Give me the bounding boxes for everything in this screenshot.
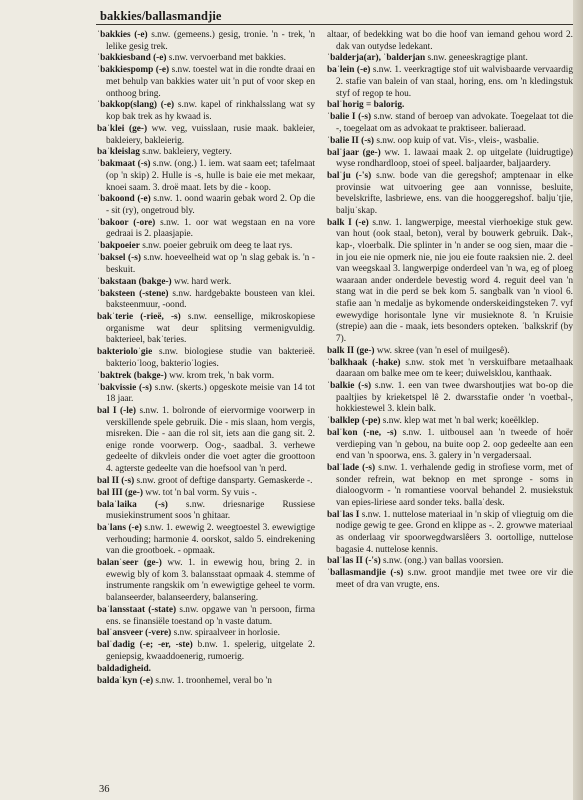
- dictionary-entry: [327, 53, 573, 65]
- dictionary-entry: [97, 159, 315, 194]
- dictionary-entry: [327, 65, 573, 100]
- dictionary-entry: [97, 371, 315, 383]
- entry-definition: s.nw. vervoerband met bakkies.: [166, 53, 286, 64]
- dictionary-entry: [97, 65, 315, 100]
- entry-definition: s.nw. hardgebakte bousteen van klei. baksteenmuur, -oond.: [106, 288, 315, 311]
- entry-headword: bal III (ge-): [97, 487, 143, 498]
- dictionary-entry: [97, 124, 315, 147]
- entry-definition: s.nw. 1. uitbousel aan 'n tweede of hoër verdieping van 'n gebou, na buite oop 2. oop gedeelte aan een end van 'n spoorwa, ens. 3. galery in 'n vergadersaal.: [336, 428, 573, 462]
- entry-definition: s.nw. 1. bolronde of eiervormige voorwerp in verskillende spele gebruik. Die - mis slaan, hom vergis, misreken. Die - aan die rol sit, iets aan die gang sit. 2. enige ronde voorwerp. Oog-, saadbal. 3. verhewe gedeelte of dikvleis onder die voet agter die groottoon 4. agterste gedeelte van die hoefsool van 'n perd.: [106, 406, 315, 475]
- entry-definition: s.nw. stand of beroep van advokate. Toegelaat tot die -, toegelaat om as advokaat te praktiseer. balieraad.: [336, 112, 573, 134]
- entry-definition: s.nw. (gemeens.) gesig, tronie. 'n - trek, 'n lelike gesig trek.: [106, 30, 315, 52]
- entry-headword: balˈkon (-ne, -s): [327, 428, 397, 439]
- entry-definition: s.nw. kapel of rinkhalsslang wat sy kop bak trek as hy kwaad is.: [106, 100, 315, 123]
- dictionary-entry: [97, 289, 315, 312]
- entry-definition: s.nw. spiraalveer in horlosie.: [171, 628, 280, 639]
- entry-definition: s.nw. (ong.) 1. iem. wat saam eet; tafelmaat (op 'n skip) 2. Hulle is -s, hulle is baie eie met mekaar, knoei saam. 3. droë maat. Iets by die - koop.: [106, 159, 315, 193]
- dictionary-entry: [327, 136, 573, 148]
- entry-headword: baˈlans (-e): [97, 523, 142, 534]
- entry-headword: ˈbakpoeier: [97, 241, 140, 252]
- entry-headword: balk I (-e): [327, 217, 369, 228]
- dictionary-entry: [327, 428, 573, 463]
- dictionary-entry: [97, 147, 315, 159]
- entry-definition: s.nw. oop kuip of vat. Vis-, vleis-, wasbalie.: [374, 135, 539, 146]
- entry-definition: ww. tot 'n bal vorm. Sy vuis -.: [142, 487, 257, 498]
- entry-definition: s.nw. 1. nuttelose materiaal in 'n skip of vliegtuig om die nodige gewig te gee. Grond en klippe as -. 2. growwe materiaal as onderlaag vir spoorwegdwarslêers 3. oortollige, nuttelose bagasie 4. nuttelose kennis.: [336, 509, 573, 555]
- entry-headword: ˈbalie I (-s): [327, 112, 372, 123]
- entry-headword: ˈbalderja(ar), ˈbalderjan: [327, 53, 426, 64]
- dictionary-entry: [327, 171, 573, 217]
- entry-definition: s.nw. 1. oond waarin gebak word 2. Op die - sit (ry), ongetroud bly.: [106, 194, 315, 216]
- entry-headword: balˈlade (-s): [327, 463, 376, 474]
- entry-definition: s.nw. groot mandjie met twee ore vir die meet of dra van vrugte, ens.: [336, 568, 573, 590]
- entry-headword: bal I (-le): [97, 406, 136, 417]
- dictionary-entry: [97, 676, 315, 688]
- entry-headword: ˈbaksel (-s): [97, 253, 141, 264]
- entry-definition: altaar, of bedekking wat bo die hoof van iemand gehou word 2. dak van outydse ledekant.: [327, 30, 573, 52]
- entry-headword: balˈjaar (ge-): [327, 147, 381, 158]
- dictionary-entry: [97, 605, 315, 628]
- entry-definition: s.nw. driesnarige Russiese musiekinstrument soos 'n ghitaar.: [106, 499, 315, 522]
- entry-definition: ww. veg, vuisslaan, rusie maak. bakleier, bakleiery, bakleierig.: [106, 123, 316, 146]
- page-number: 36: [99, 784, 110, 795]
- entry-definition: s.nw. groot of deftige dansparty. Gemaskerde -.: [134, 475, 313, 486]
- header-rule: [96, 24, 575, 25]
- dictionary-entry: [327, 346, 573, 358]
- dictionary-entry: [327, 100, 573, 112]
- dictionary-entry: [327, 416, 573, 428]
- dictionary-entry: [97, 500, 315, 523]
- dictionary-entry: [327, 556, 573, 568]
- entry-headword: balk II (ge-): [327, 345, 375, 356]
- entry-headword: baˈlein (-e): [327, 65, 371, 76]
- entry-headword: ˈbalklep (-pe): [327, 416, 381, 427]
- dictionary-entry: [97, 523, 315, 558]
- entry-definition: s.nw. opgawe van 'n persoon, firma ens. se finansiële toestand op 'n vaste datum.: [106, 604, 315, 627]
- entry-definition: s.nw. 1. verhalende gedig in strofiese vorm, met of sonder refrein, wat beknop en met spronge - soms in dialoogvorm - 'n romantiese voorval behandel 2. musiekstuk van epies-liriese aard sonder teks. ballaˈdesk.: [336, 463, 573, 508]
- entry-definition: s.nw. 1. troonhemel, veral bo 'n: [153, 675, 272, 686]
- entry-definition: ww. 1. lawaai maak 2. op uitgelate (luidrugtige) wyse rondhardloop, stoei of speel. baljaarder, baljaardery.: [336, 147, 573, 170]
- dictionary-entry: [97, 312, 315, 347]
- entry-headword: balˈlas I: [327, 509, 360, 520]
- dictionary-entry: [327, 381, 573, 416]
- dictionary-entry: [327, 510, 573, 556]
- entry-definition: s.nw. (skerts.) opgeskote meisie van 14 tot 18 jaar.: [106, 382, 315, 405]
- entry-headword: ˈbakvissie (-s): [97, 382, 152, 393]
- dictionary-entry: [97, 218, 315, 241]
- entry-definition: s.nw. bakleiery, vegtery.: [139, 147, 232, 158]
- dictionary-entry: [327, 358, 573, 381]
- entry-headword: ˈbakoor (-ore): [97, 217, 156, 228]
- entry-headword: baldadigheid.: [97, 663, 151, 674]
- entry-headword: ˈballasmandjie (-s): [327, 568, 404, 579]
- entry-headword: balˈansveer (-vere): [97, 628, 172, 639]
- entry-definition: s.nw. biologiese studie van bakterieë. bakterioˈloog, bakterioˈlogies.: [106, 347, 315, 369]
- dictionary-entry: [327, 148, 573, 171]
- entry-headword: ˈbakkiespomp (-e): [97, 65, 170, 76]
- entry-headword: balˈlas II (-'s): [327, 556, 381, 567]
- dictionary-entry: [97, 640, 315, 663]
- entry-headword: ˈbakstaan (bakge-): [97, 276, 172, 287]
- dictionary-entry: [97, 30, 315, 53]
- entry-definition: s.nw. bode van die geregshof; amptenaar in elke provinsie wat uitvoering gee aan vonnisse, besluite, bevelskrifte, lasbriewe, ens. van die hooggeregshof. baljuˈtjie, baljuˈskap.: [336, 171, 574, 216]
- entry-headword: ˈbalie II (-s): [327, 135, 374, 146]
- entry-headword: ˈbalkhaak (-hake): [327, 357, 401, 368]
- dictionary-entry: [97, 406, 315, 476]
- entry-headword: ˈbakkop(slang) (-e): [97, 100, 175, 111]
- dictionary-entry: [97, 277, 315, 289]
- entry-definition: s.nw. 1. langwerpige, meestal vierhoekige stuk gew. van hout (ook staal, beton), veral by bouwerk gebruik. Dak-, kap-, vloerbalk. Die splinter in 'n ander se oog sien, maar die - in jou eie nie opmerk nie, nie jou eie foute raaksien nie. 2. deel van weegskaal 3. langwerpige onderdeel van 'n wa, eg of ploeg waaraan ander onderdele bevestig word 4. reguit deel van 'n stang wat in die perd se bek kom 5. sangbalk van 'n viool 6. stafie aan 'n medalje as bykomende onderskeidingsteken 7. vyf ewewydige horisontale lyne vir musieknote 8. 'n Kruisie (strepie) aan die - maak, iets besonders opteken. ˈbalkskrif (by 7).: [336, 217, 573, 344]
- entry-headword: ˈbalkie (-s): [327, 381, 372, 392]
- entry-definition: s.nw. 1. veerkragtige stof uit walvisbaarde vervaardig 2. stafie van balein of van staal, horing, ens. om 'n kledingstuk styf of regop te hou.: [336, 65, 573, 99]
- dictionary-entry: [327, 463, 573, 509]
- dictionary-entry: [97, 383, 315, 406]
- entry-headword: baˈklei (ge-): [97, 123, 148, 134]
- dictionary-entry: [97, 628, 315, 640]
- dictionary-entry: [97, 488, 315, 500]
- entry-headword: balaˈlaika (-s): [97, 499, 168, 510]
- entry-definition: ww. skree (van 'n esel of muilgesê).: [374, 345, 510, 356]
- entry-headword: ˈbakmaat (-s): [97, 159, 151, 170]
- entry-headword: bal II (-s): [97, 475, 135, 486]
- entry-headword: ˈbaktrek (bakge-): [97, 370, 167, 381]
- dictionary-entry: [97, 194, 315, 217]
- dictionary-entry: [97, 53, 315, 65]
- entry-definition: b.nw. 1. spelerig, uitgelate 2. geniepsig, kwaaddoenerig, rumoerig.: [106, 640, 315, 662]
- entry-headword: ˈbaksteen (-stene): [97, 288, 169, 299]
- dictionary-entry: [327, 112, 573, 135]
- entry-definition: s.nw. 1. ewewig 2. weegtoestel 3. ewewigtige verhouding; harmonie 4. oorskot, saldo 5. eindrekening van die grootboek. - opmaak.: [106, 523, 315, 557]
- entry-definition: ww. hard werk.: [171, 276, 232, 287]
- entry-definition: s.nw. geneeskragtige plant.: [425, 53, 528, 64]
- entry-definition: s.nw. stok met 'n verskuifbare metaalhaak daaraan om balke mee om te keer; duiwelsklou, kanthaak.: [336, 357, 573, 380]
- entry-headword: baldaˈkyn (-e): [97, 675, 154, 686]
- entry-headword: balˈhorig = balorig.: [327, 100, 405, 111]
- dictionary-entry: [97, 347, 315, 370]
- dictionary-entry: [97, 241, 315, 253]
- entry-definition: ww. 1. in ewewig hou, bring 2. in ewewig bly of kom 3. balansstaat opmaak 4. stemme of instrumente rangskik om 'n ewewigtige geheel te vorm. balanseerder, balanseerdery, balansering.: [106, 558, 315, 604]
- entry-definition: ww. krom trek, 'n bak vorm.: [166, 370, 275, 381]
- dictionary-entry: [97, 476, 315, 488]
- entry-headword: ˈbakkiesband (-e): [97, 53, 167, 64]
- left-column: [97, 30, 315, 688]
- dictionary-entry: [327, 568, 573, 591]
- entry-headword: bakˈterie (-rieë, -s): [97, 312, 181, 323]
- dictionary-entry: [97, 664, 315, 676]
- entry-definition: s.nw. klep wat met 'n bal werk; koeëlklep.: [380, 416, 539, 427]
- entry-headword: ˈbakkies (-e): [97, 30, 148, 40]
- entry-headword: ˈbakoond (-e): [97, 194, 151, 205]
- entry-definition: s.nw. toestel wat in die rondte draai en met behulp van bakkies water uit 'n put of voor skep en onthoog bring.: [106, 65, 315, 99]
- dictionary-entry: [327, 218, 573, 346]
- dictionary-entry: [97, 253, 315, 276]
- entry-headword: balˈdadig (-e; -er, -ste): [97, 640, 193, 651]
- running-head: bakkies/ballasmandjie: [100, 9, 222, 23]
- entry-definition: s.nw. hoeveelheid wat op 'n slag gebak is. 'n - beskuit.: [106, 253, 315, 275]
- entry-headword: baˈkleislag: [97, 147, 140, 158]
- entry-headword: bakterioloˈgie: [97, 347, 153, 358]
- dictionary-entry: [97, 100, 315, 123]
- entry-headword: balˈju (-'s): [327, 171, 372, 182]
- book-spine-shadow: [573, 0, 583, 800]
- entry-definition: s.nw. poeier gebruik om deeg te laat rys.: [139, 241, 293, 252]
- entry-definition: s.nw. eensellige, mikroskopiese organisme wat deur splitsing vermenigvuldig. bakterieel, bakˈteries.: [106, 312, 315, 346]
- entry-definition: s.nw. (ong.) van ballas voorsien.: [380, 556, 504, 567]
- entry-definition: s.nw. 1. oor wat wegstaan en na vore gedraai is 2. plaasjapie.: [106, 217, 316, 240]
- entry-definition: s.nw. 1. een van twee dwarshoutjies wat bo-op die paaltjies by krieketspel lê 2. dwarsstafie onder 'n voetbal-, hokkiestewel 3. klein balk.: [336, 381, 574, 415]
- entry-headword: balanˈseer (ge-): [97, 558, 162, 569]
- dictionary-entry: [97, 558, 315, 604]
- dictionary-entry: [327, 30, 573, 53]
- entry-headword: baˈlansstaat (-state): [97, 604, 177, 615]
- right-column: [327, 30, 573, 592]
